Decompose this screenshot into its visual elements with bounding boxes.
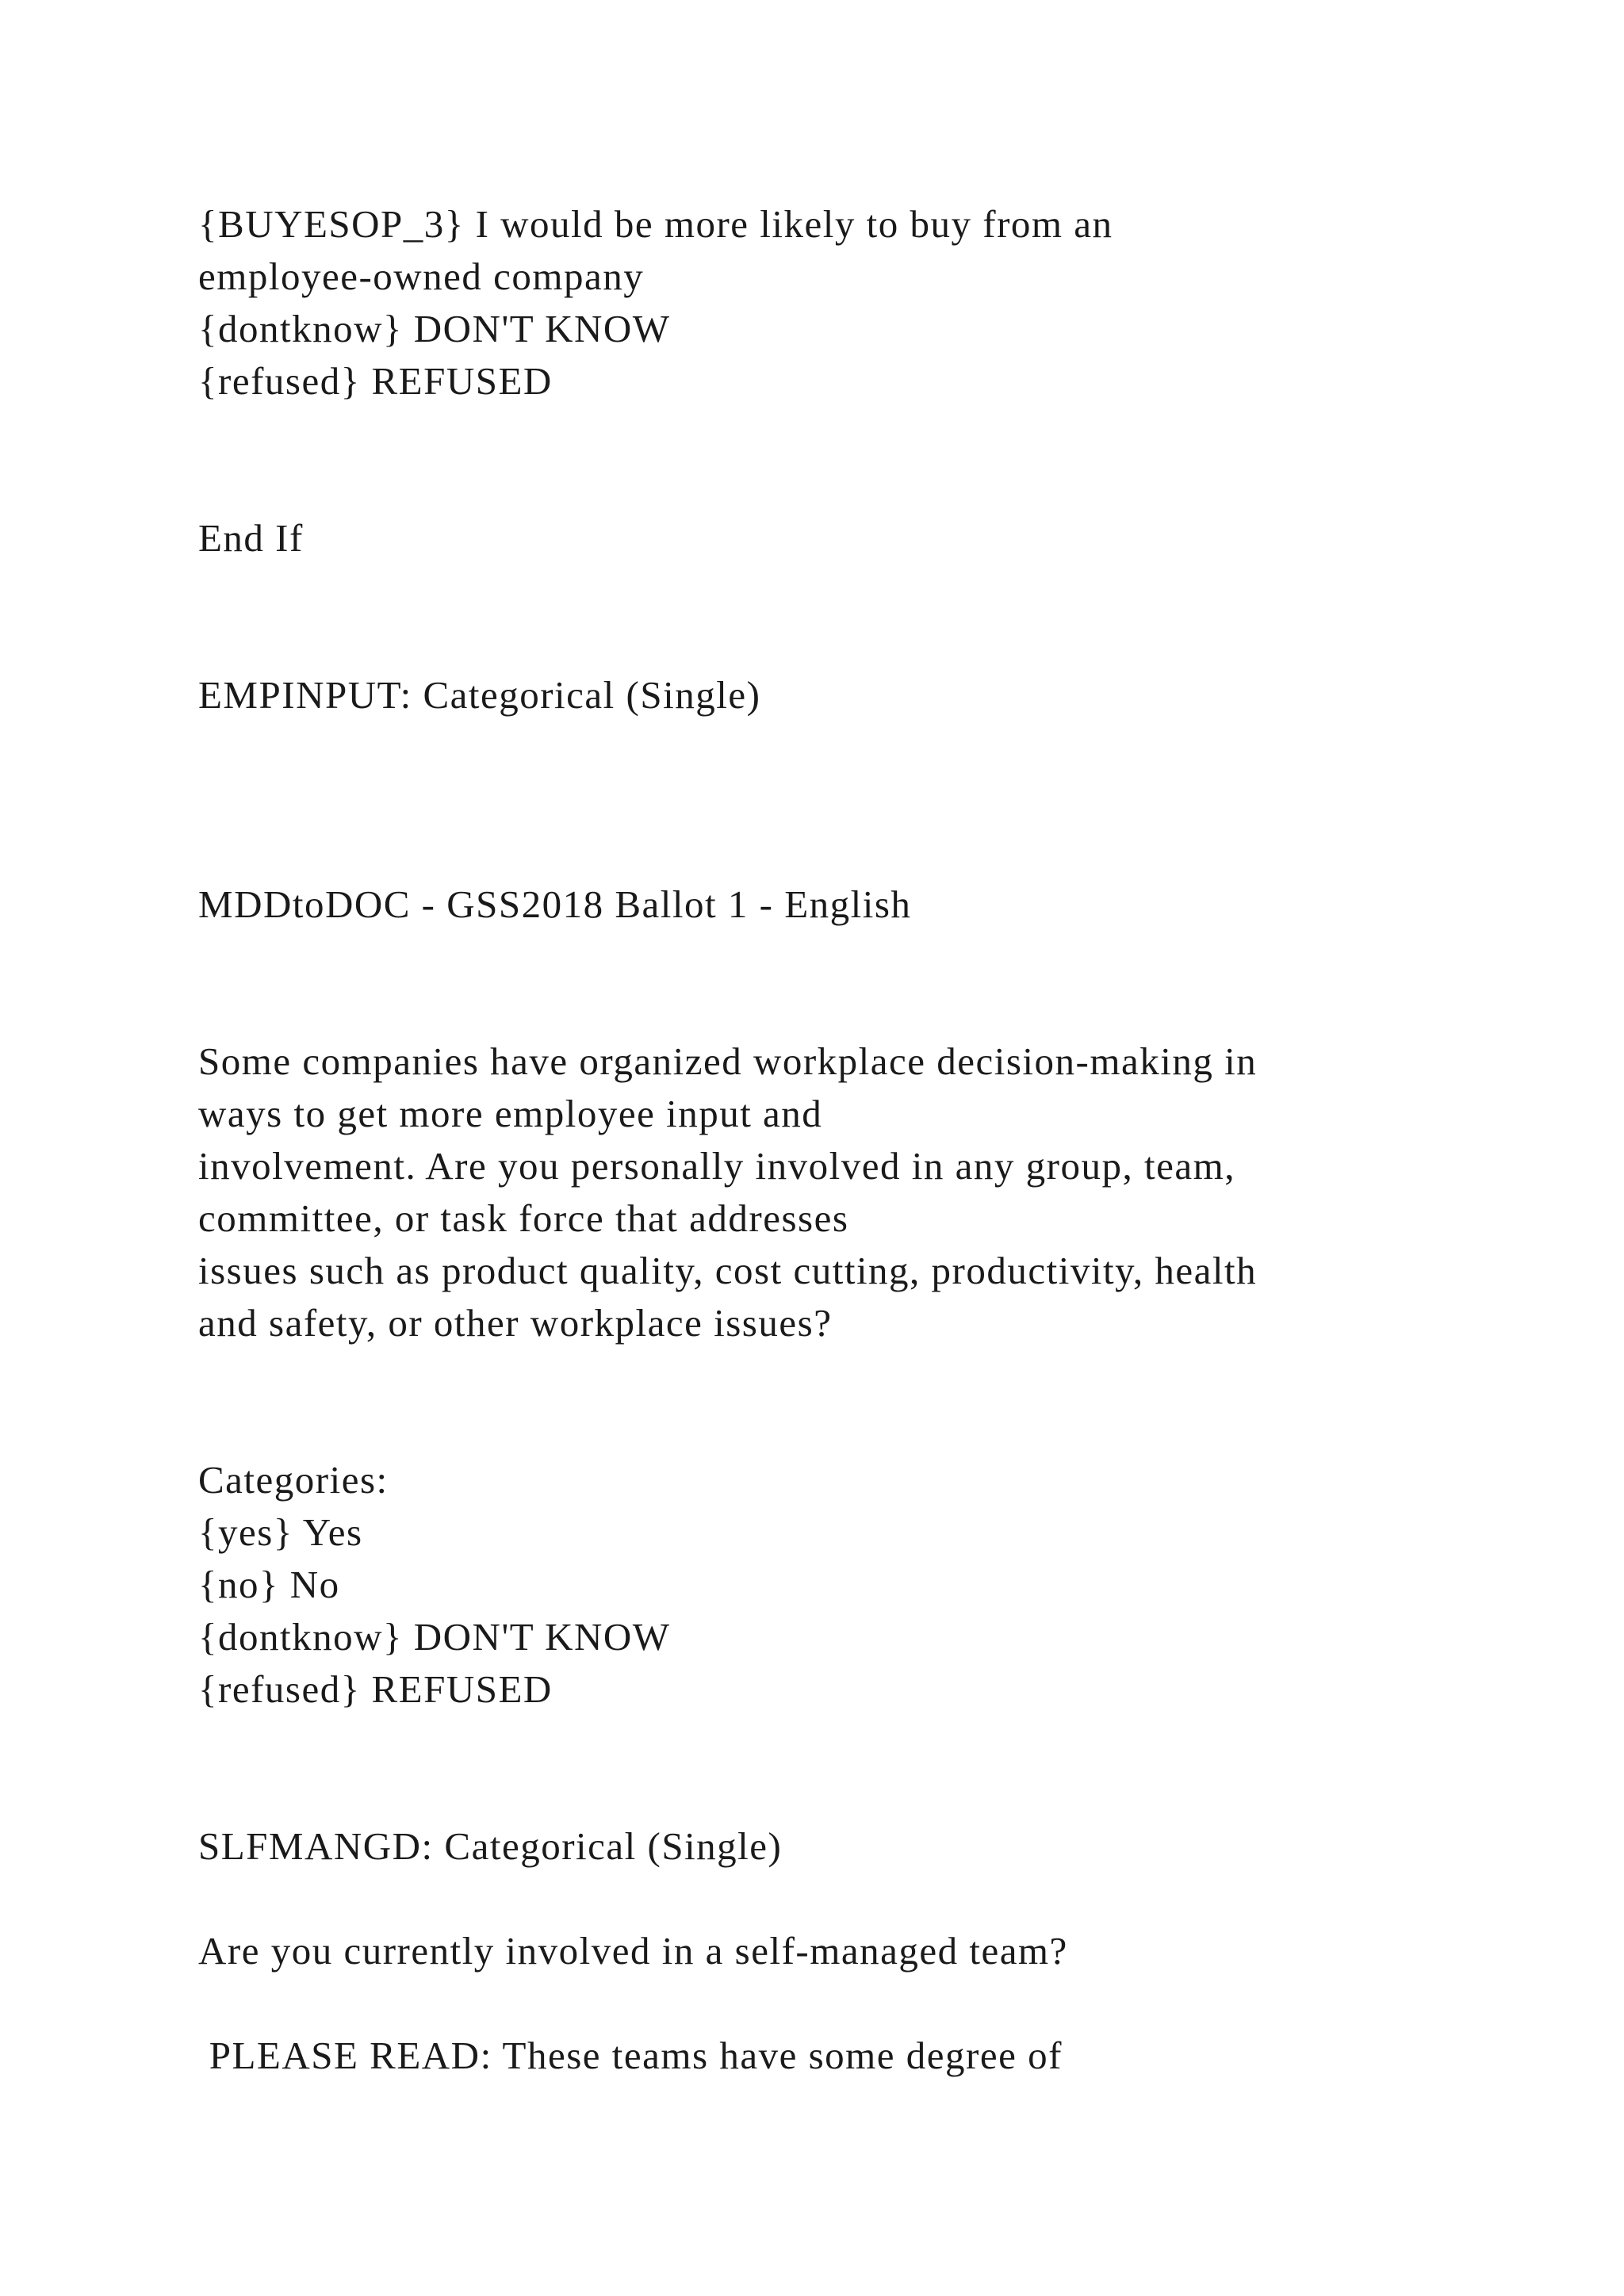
- question-text-line-5: issues such as product quality, cost cutting, productivity, health: [198, 1249, 1258, 1292]
- question-slfmangd-text: Are you currently involved in a self-managed team?: [198, 1929, 1068, 1973]
- question-text-line-4: committee, or task force that addresses: [198, 1196, 849, 1240]
- option-refused: {refused} REFUSED: [198, 359, 553, 403]
- option-buyesop-3-cont: employee-owned company: [198, 254, 645, 298]
- categories-label: Categories:: [198, 1458, 389, 1502]
- question-slfmangd-header: SLFMANGD: Categorical (Single): [198, 1824, 783, 1868]
- option-no: {no} No: [198, 1563, 340, 1606]
- option-buyesop-3: {BUYESOP_3} I would be more likely to buy from an: [198, 202, 1113, 246]
- end-if: End If: [198, 516, 304, 560]
- document-source-header: MDDtoDOC - GSS2018 Ballot 1 - English: [198, 882, 912, 926]
- question-text-line-3: involvement. Are you personally involved in any group, team,: [198, 1144, 1235, 1188]
- option-dontknow-2: {dontknow} DON'T KNOW: [198, 1615, 671, 1659]
- question-empinput-header: EMPINPUT: Categorical (Single): [198, 673, 761, 717]
- question-text-line-1: Some companies have organized workplace decision-making in: [198, 1039, 1258, 1083]
- question-text-line-2: ways to get more employee input and: [198, 1092, 823, 1135]
- option-dontknow: {dontknow} DON'T KNOW: [198, 307, 671, 350]
- option-yes: {yes} Yes: [198, 1510, 363, 1554]
- please-read-instruction: PLEASE READ: These teams have some degree of: [198, 2034, 1063, 2077]
- question-text-line-6: and safety, or other workplace issues?: [198, 1301, 833, 1345]
- option-refused-2: {refused} REFUSED: [198, 1667, 553, 1711]
